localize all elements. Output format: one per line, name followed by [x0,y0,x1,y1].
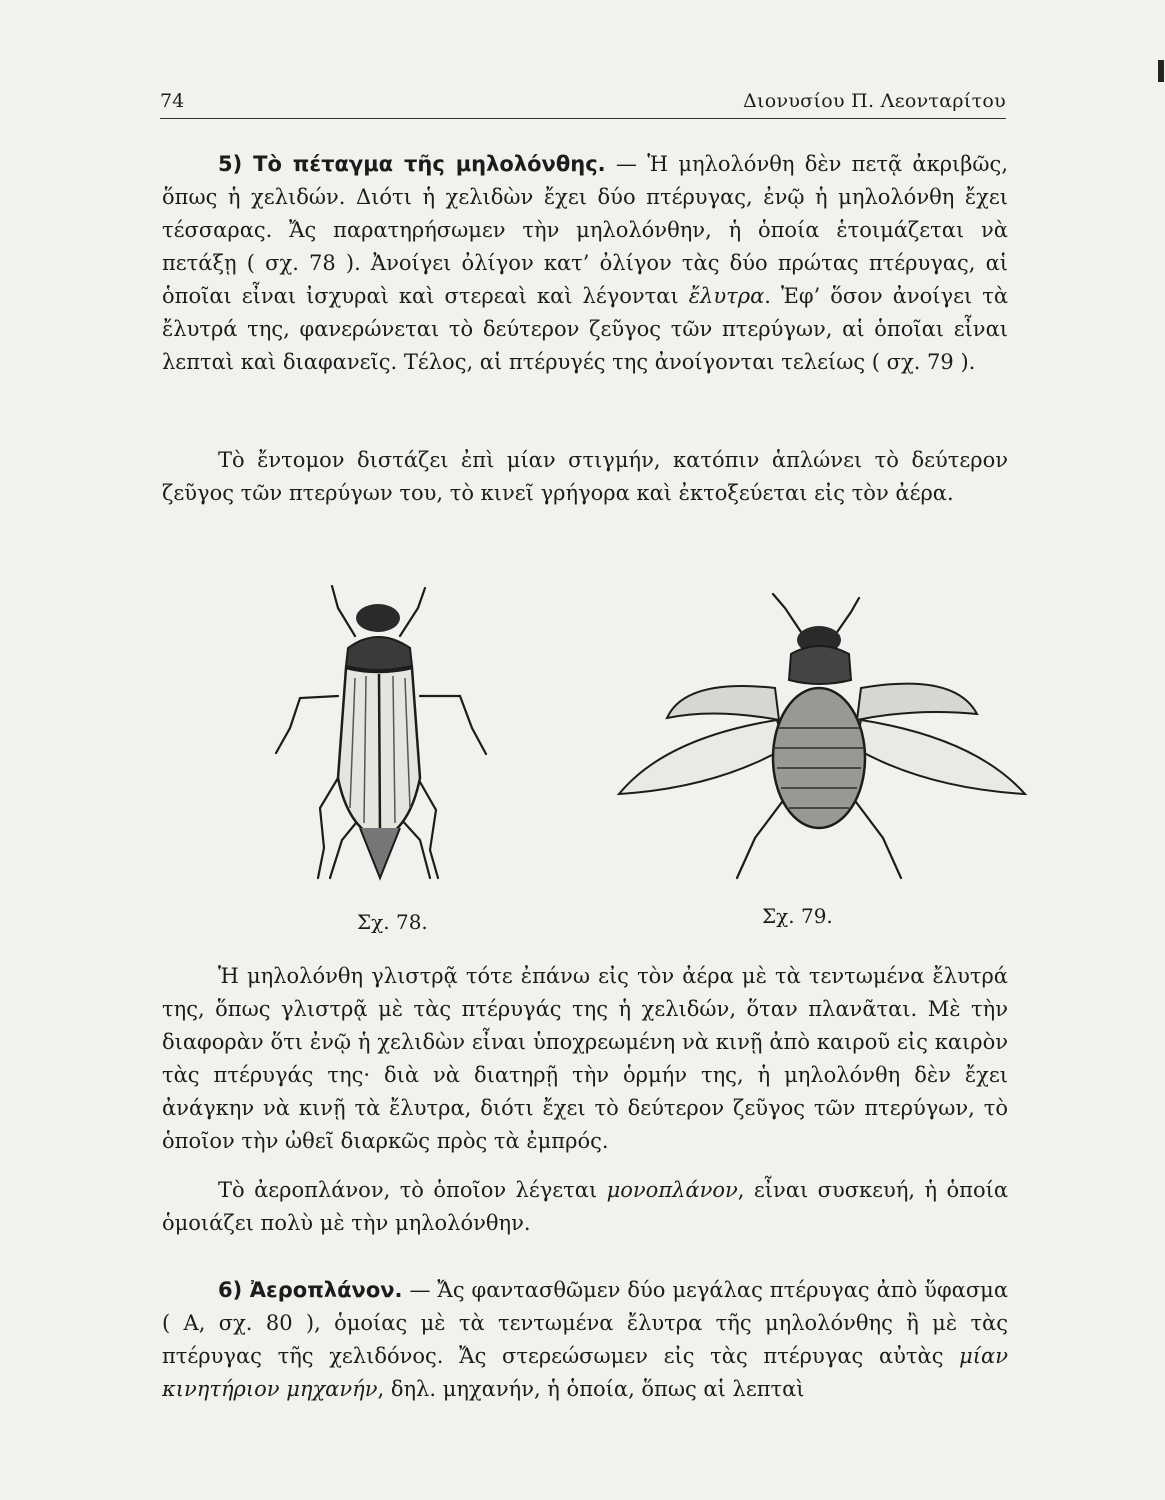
figure-79-beetle-open [605,588,1045,888]
figure-78-caption: Σχ. 78. [357,910,428,934]
section-5-title: 5) Τὸ πέταγμα τῆς μηλολόνθης. [218,152,606,176]
section-6-p1-motor: μίαν κινητήριον μηχανήν [162,1344,1008,1401]
section-6-paragraph-1 [162,1274,1008,1406]
section-5-paragraph-4 [162,1174,1008,1240]
figure-78-beetle-closed [260,578,500,898]
section-5-p1-text: — Ἡ μηλολόνθη δὲν πετᾷ ἀκριβῶς, ὅπως ἡ χελιδών. Διότι ἡ χελιδὼν ἔχει δύο πτέρυγας, ἐνῷ ἡ μηλολόνθη ἔχει τέσσαρας. Ἄς παρατηρήσωμεν τὴν μηλολόνθην, ἡ ὁποία ἑτοιμάζεται νὰ πετάξῃ ( σχ. 78 ). Ἀνοίγει ὀλίγον κατ’ ὀλίγον τὰς δύο πρώτας πτέρυγας, αἱ ὁποῖαι εἶναι ἰσχυραὶ καὶ στερεαὶ καὶ λέγονται [162,152,1008,308]
page-header [160,88,1006,119]
figure-79-caption: Σχ. 79. [762,904,833,928]
section-5-p4-end: , εἶναι συσκευή, ἡ ὁποία ὁμοιάζει πολὺ μὲ τὴν μηλολόνθην. [162,1178,1009,1235]
section-5-paragraph-1 [162,148,1008,379]
section-5-p4-monoplane: μονοπλάνον [606,1178,738,1202]
section-5-paragraph-3: Ἡ μηλολόνθη γλιστρᾷ τότε ἐπάνω εἰς τὸν ἀέρα μὲ τὰ τεντωμένα ἔλυτρά της, ὅπως γλιστρᾷ μὲ τὰς πτέρυγάς της ἡ χελιδών, ὅταν πλανᾶται. Μὲ τὴν διαφορὰν ὅτι ἐνῷ ἡ χελιδὼν εἶναι ὑποχρεωμένη νὰ κινῇ ἀπὸ καιροῦ εἰς καιρὸν τὰς πτέρυγάς της· διὰ νὰ διατηρῇ τὴν ὁρμήν της, ἡ μηλολόνθη δὲν ἔχει ἀνάγκην νὰ κινῇ τὰ ἔλυτρα, διότι ἔχει τὸ δεύτερον ζεῦγος τῶν πτερύγων, τὸ ὁποῖον τὴν ὠθεῖ διαρκῶς πρὸς τὰ ἐμπρός. [162,964,1008,1153]
section-5-paragraph-2: Τὸ ἔντομον διστάζει ἐπὶ μίαν στιγμήν, κατόπιν ἁπλώνει τὸ δεύτερον ζεῦγος τῶν πτερύγων του, τὸ κινεῖ γρήγορα καὶ ἐκτοξεύεται εἰς τὸν ἀέρα. [162,448,1008,505]
page-number: 74 [160,90,185,112]
section-6-p1-start: — Ἄς φαντασθῶμεν δύο μεγάλας πτέρυγας ἀπὸ ὕφασμα ( Α, σχ. 80 ), ὁμοίας μὲ τὰ τεντωμένα ἔλυτρα τῆς μηλολόνθης ἢ μὲ τὰς πτέρυγας τῆς χελιδόνος. Ἄς στερεώσωμεν εἰς τὰς πτέρυγας αὐτὰς [162,1278,1008,1368]
running-head: Διονυσίου Π. Λεονταρίτου [742,90,1006,112]
section-5-p4-start: Τὸ ἀεροπλάνον, τὸ ὁποῖον λέγεται [218,1178,598,1202]
section-5-p1-rest: . Ἐφ’ ὅσον ἀνοίγει τὰ ἔλυτρά της, φανερώνεται τὸ δεύτερον ζεῦγος τῶν πτερύγων, αἱ ὁποῖαι εἶναι λεπταὶ καὶ διαφανεῖς. Τέλος, αἱ πτέρυγές της ἀνοίγονται τελείως ( σχ. 79 ). [162,284,1009,374]
scan-edge-mark [1158,60,1164,82]
section-5-p1-elytra: ἔλυτρα [688,284,765,308]
section-6-title: 6) Ἀεροπλάνον. [218,1278,403,1302]
section-6-p1-end: , δηλ. μηχανήν, ἡ ὁποία, ὅπως αἱ λεπταὶ [377,1377,805,1401]
